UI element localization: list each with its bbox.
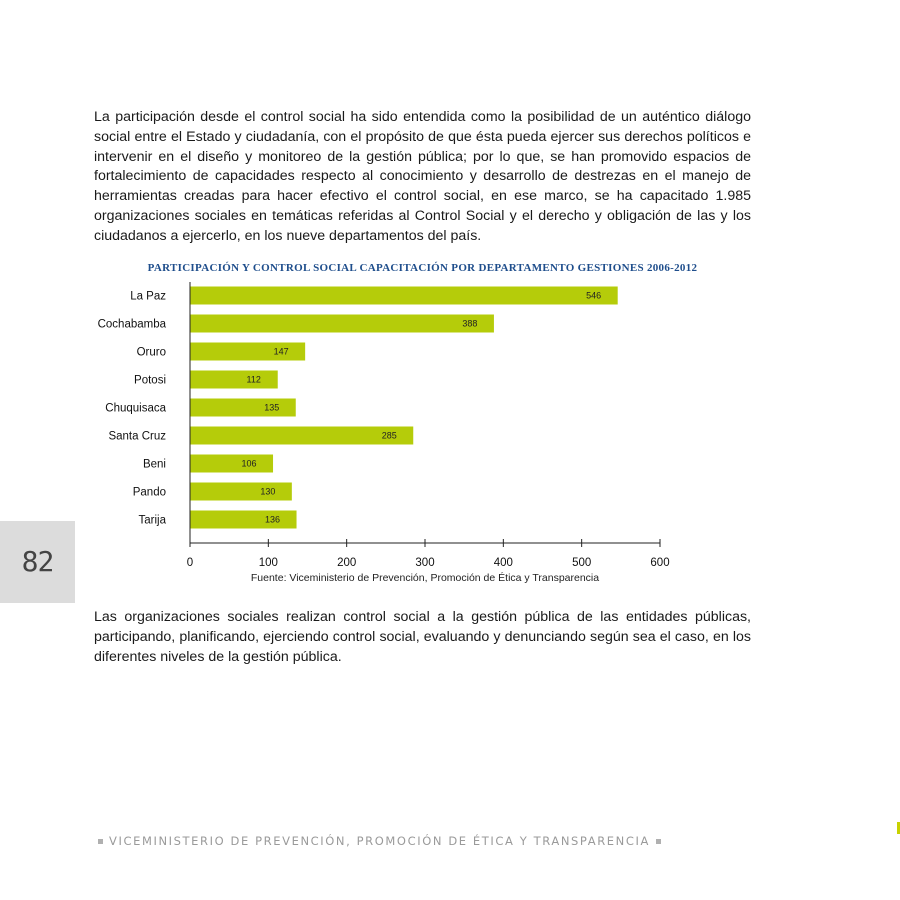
data-label: 136 — [265, 514, 281, 525]
bar — [190, 371, 278, 389]
category-label: Oruro — [136, 346, 166, 359]
x-tick-label: 200 — [337, 557, 357, 569]
bar — [190, 455, 273, 473]
category-label: Beni — [142, 458, 166, 471]
footer-bullet-right — [656, 839, 661, 844]
chart-title: PARTICIPACIÓN Y CONTROL SOCIAL CAPACITACIÓN POR DEPARTAMENTO GESTIONES 2006-2012 — [147, 262, 698, 274]
bar — [190, 399, 296, 417]
bar — [190, 315, 494, 333]
category-label: Cochabamba — [97, 318, 166, 331]
bar — [190, 287, 618, 305]
data-label: 388 — [462, 318, 478, 329]
x-tick-label: 600 — [650, 557, 670, 569]
x-tick-label: 400 — [493, 557, 513, 569]
x-tick-label: 100 — [258, 557, 278, 569]
category-label: Tarija — [138, 514, 166, 527]
data-label: 546 — [586, 290, 602, 301]
x-tick-label: 300 — [415, 557, 435, 569]
data-label: 285 — [381, 430, 397, 441]
x-tick-label: 0 — [186, 557, 194, 569]
category-label: Pando — [132, 486, 166, 499]
category-label: Potosi — [134, 374, 166, 387]
bar — [190, 427, 413, 445]
chart-source-note: Fuente: Viceministerio de Prevención, Promoción de Ética y Transparencia — [250, 572, 600, 584]
footer-text: VICEMINISTERIO DE PREVENCIÓN, PROMOCIÓN DE ÉTICA Y TRANSPARENCIA — [109, 834, 650, 848]
data-label: 130 — [260, 486, 276, 497]
page-number: 82 — [21, 545, 54, 578]
category-label: Chuquisaca — [105, 402, 166, 415]
data-label: 112 — [246, 374, 261, 385]
data-label: 135 — [264, 402, 280, 413]
category-label: La Paz — [130, 290, 166, 303]
page-footer — [92, 834, 667, 848]
footer-bullet-left — [98, 839, 103, 844]
data-label: 147 — [273, 346, 289, 357]
data-label: 106 — [241, 458, 257, 469]
x-tick-label: 500 — [572, 557, 592, 569]
closing-paragraph: Las organizaciones sociales realizan control social a la gestión pública de las entidades públicas, participando, planificando, ejerciendo control social, evaluando y denunciando según sea el caso, en los diferentes niveles de la gestión pública. — [94, 609, 751, 665]
category-label: Santa Cruz — [108, 430, 166, 443]
bar — [190, 511, 297, 529]
bar — [190, 483, 292, 501]
intro-paragraph: La participación desde el control social ha sido entendida como la posibilidad de un auténtico diálogo social entre el Estado y ciudadanía, con el propósito de que ésta pueda ejercer sus derechos políticos e intervenir en el diseño y monitoreo de la gestión pública; por lo que, se han promovido espacios de fortalecimiento de capacidades respecto al conocimiento y desarrollo de destrezas en el manejo de herramientas creadas para hacer efectivo el control social, en ese marco, se ha capacitado 1.985 organizaciones sociales en temáticas referidas al Control Social y el derecho y obligación de las y los ciudadanos a ejercerlo, en los nueve departamentos del país. — [94, 109, 751, 244]
